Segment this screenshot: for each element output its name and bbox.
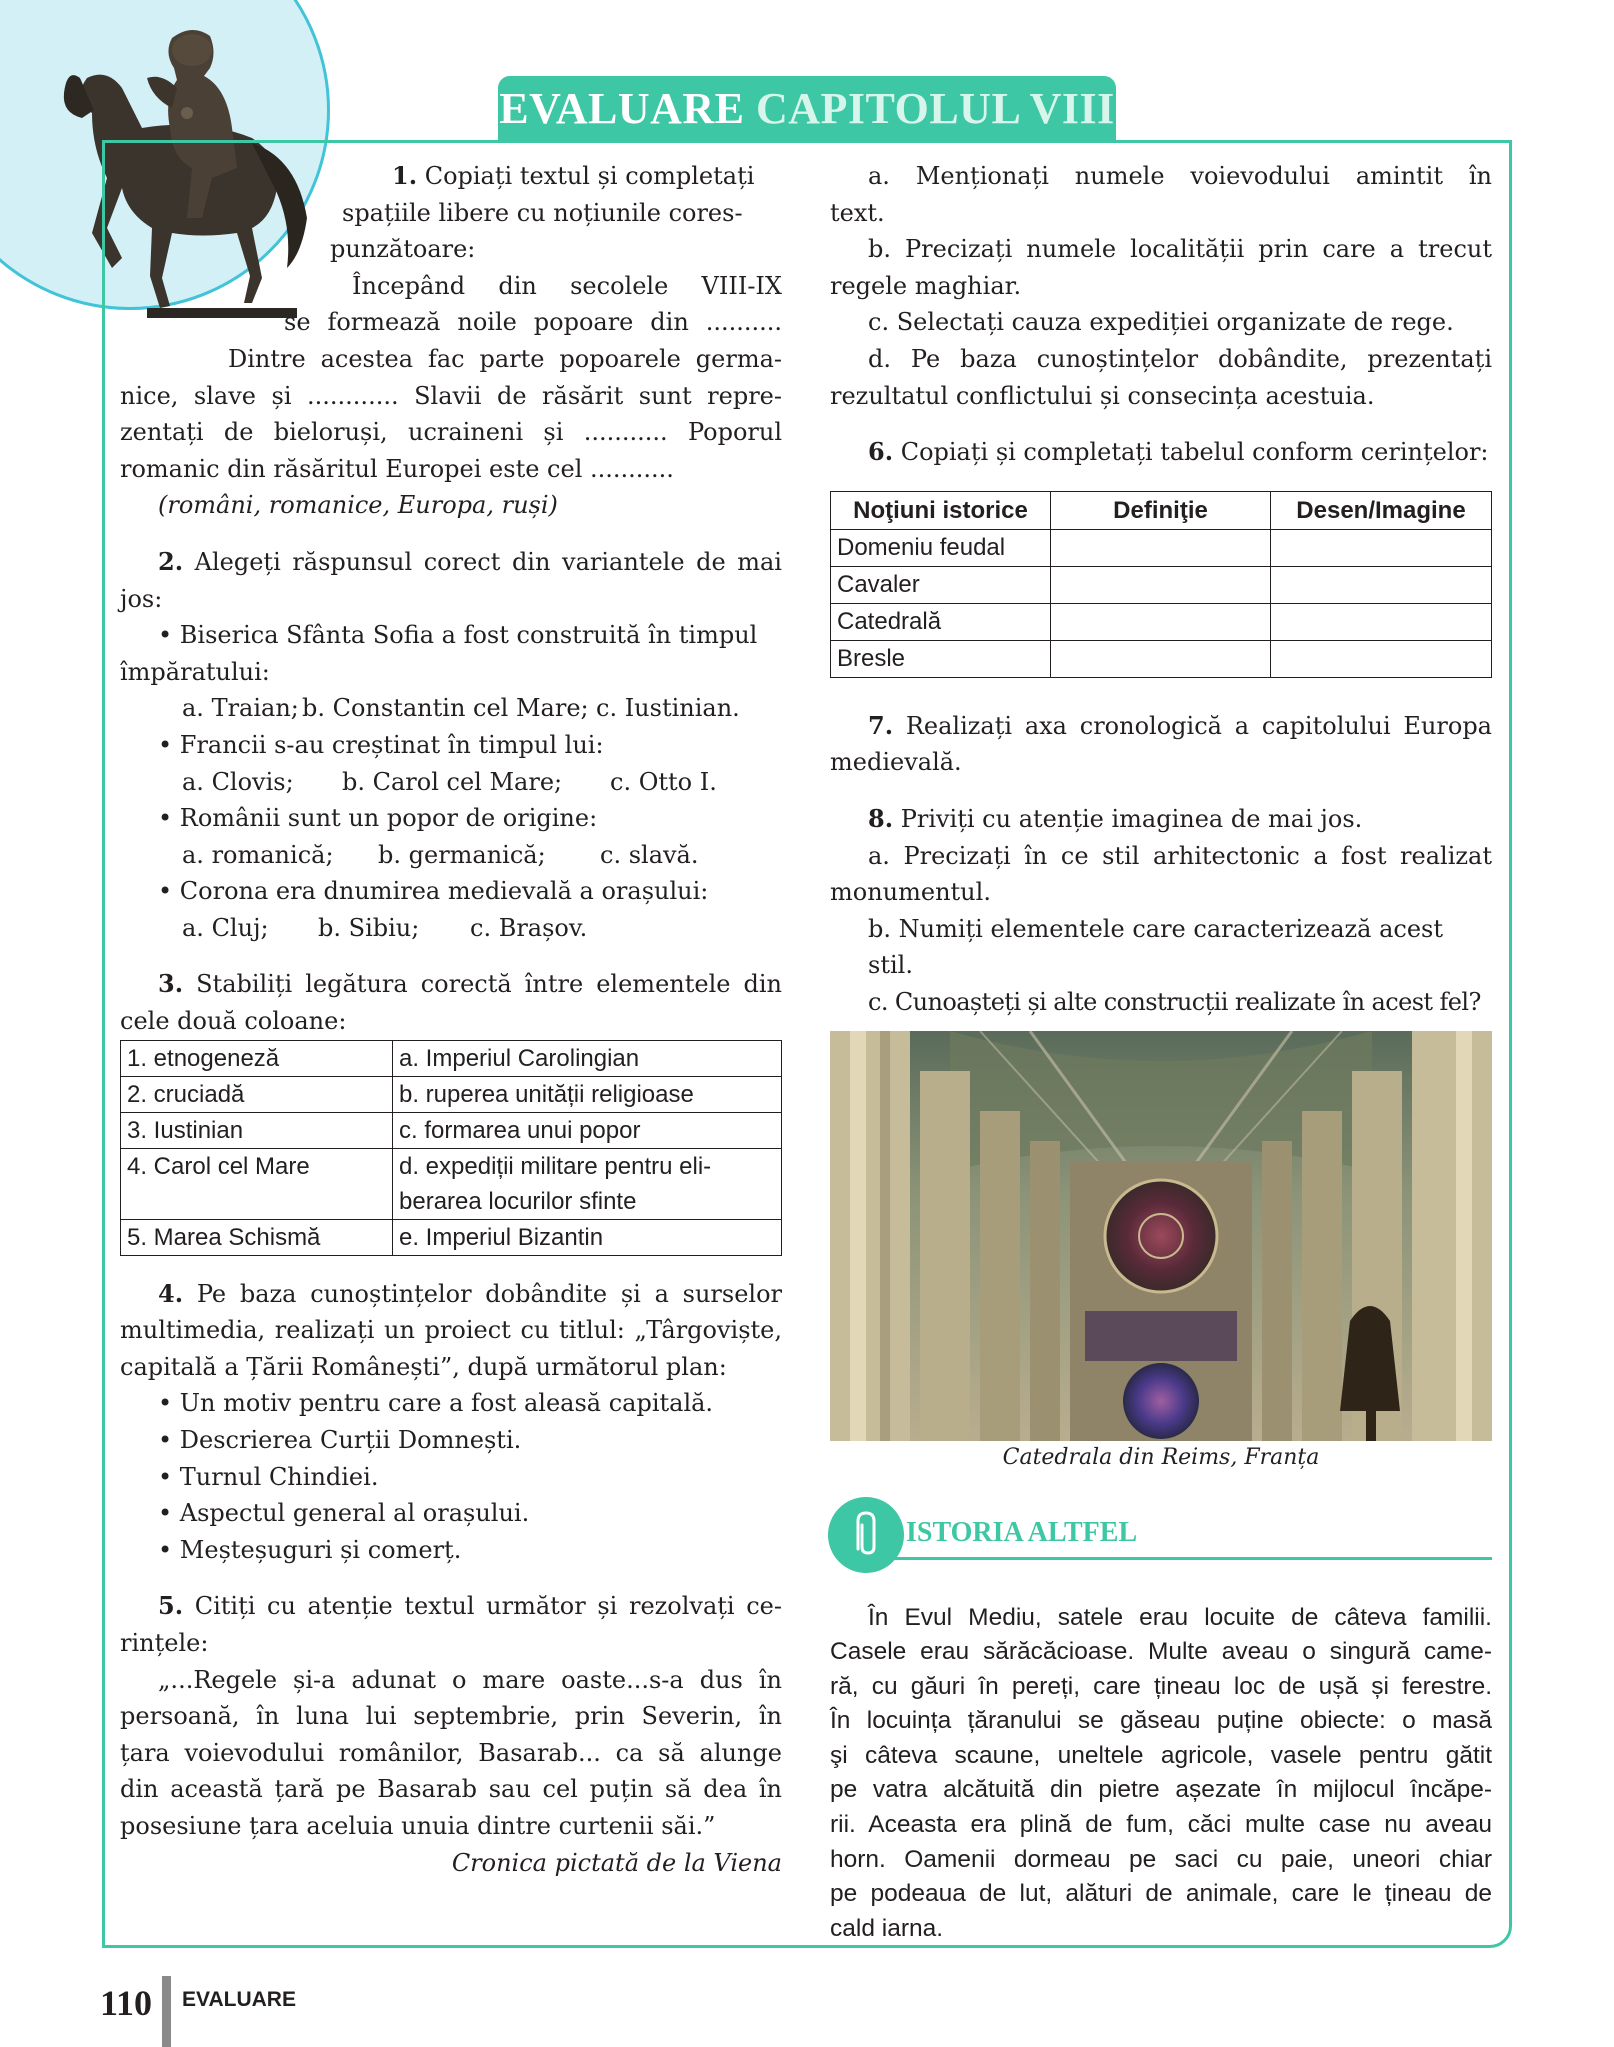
q8-text: Priviți cu atenție imaginea de mai jos.: [900, 804, 1363, 833]
q3-intro: cele două coloane:: [120, 1007, 347, 1036]
table-cell: 1. etnogeneză: [121, 1040, 393, 1076]
q5-quote-line: „...Regele și-a adunat o mare oaste...s-a dus în: [158, 1665, 782, 1694]
q4-bullet: • Descrierea Curții Domnești.: [158, 1426, 522, 1455]
divider: [888, 1557, 1492, 1560]
q5-quote-line: țara voievodului românilor, Basarab... ca să alunge: [120, 1738, 782, 1767]
left-column: [120, 158, 782, 1881]
q5-task: text.: [830, 198, 885, 227]
table-cell: Bresle: [831, 640, 1051, 677]
table-cell: Catedrală: [831, 603, 1051, 640]
q2-option: a. Cluj;: [182, 913, 269, 942]
q2-item-question: • Biserica Sfânta Sofia a fost construită în timpul: [158, 621, 758, 650]
q4-number: 4.: [158, 1278, 184, 1308]
table-row: [831, 529, 1492, 566]
question-4: [120, 1276, 782, 1569]
q2-item-question: împăratului:: [120, 657, 270, 686]
title-word-evaluare: EVALUARE: [499, 84, 745, 133]
q4-bullet: • Turnul Chindiei.: [158, 1462, 379, 1491]
table-header: Definiţie: [1051, 491, 1271, 529]
q2-option: c. Otto I.: [610, 767, 717, 796]
q2-item-options: [120, 764, 782, 801]
istoria-line: horn. Oamenii dormeau pe saci cu paie, uneori chiar: [830, 1845, 1492, 1873]
chapter-title: [498, 76, 1116, 142]
table-header: Desen/Imagine: [1271, 491, 1492, 529]
question-3: [120, 966, 782, 1255]
table-cell: [1271, 603, 1492, 640]
question-7: [830, 708, 1492, 781]
q2-option: a. Clovis;: [182, 767, 294, 796]
table-row: [831, 566, 1492, 603]
q4-bullet: • Un motiv pentru care a fost aleasă capitală.: [158, 1389, 714, 1418]
title-word-chapter: CAPITOLUL VIII: [756, 84, 1115, 133]
q2-item-question: • Corona era dnumirea medievală a orașului:: [158, 877, 709, 906]
q5-quote-line: din această țară pe Basarab sau cel puțin să dea în: [120, 1775, 782, 1804]
q2-item-options: [120, 837, 782, 874]
q2-item-question: • Românii sunt un popor de origine:: [158, 804, 598, 833]
paperclip-icon: [828, 1497, 904, 1573]
q5-text: rințele:: [120, 1629, 209, 1657]
q7-number: 7.: [868, 710, 894, 740]
table-cell: b. ruperea unității religioase: [393, 1076, 782, 1112]
q2-item-options: [120, 910, 782, 947]
table-row: [121, 1219, 782, 1255]
table-cell: 2. cruciadă: [121, 1076, 393, 1112]
right-column: [830, 158, 1492, 1946]
table-row: [831, 603, 1492, 640]
table-cell: Domeniu feudal: [831, 529, 1051, 566]
table-row: [121, 1148, 782, 1219]
q2-item-options: [120, 690, 782, 727]
table-cell: 5. Marea Schismă: [121, 1219, 393, 1255]
table-cell: 3. Iustinian: [121, 1112, 393, 1148]
q7-text: Realizați axa cronologică a capitolului Europa: [905, 711, 1492, 740]
q5-task: d. Pe baza cunoștințelor dobândite, prezentați: [868, 344, 1492, 373]
table-cell: [1051, 640, 1271, 677]
q8-task: a. Precizați în ce stil arhitectonic a fost realizat: [868, 841, 1492, 870]
istoria-altfel-title: ISTORIA ALTFEL: [906, 1516, 1138, 1548]
q5-task: b. Precizați numele localității prin care a trecut: [868, 235, 1492, 264]
question-1: [120, 158, 782, 524]
footer-label: EVALUARE: [182, 1988, 296, 2011]
q4-text: capitală a Țării Românești”, după următorul plan:: [120, 1352, 727, 1381]
istoria-line: În locuința țăranului se găseau puține obiecte: o masă: [830, 1707, 1492, 1735]
istoria-altfel-header: [830, 1493, 1492, 1571]
q2-option: a. Traian;: [182, 694, 299, 723]
q5-quote-line: posesiune țara aceluia unuia dintre curtenii săi.”: [120, 1811, 716, 1840]
q7-text: medievală.: [830, 748, 962, 777]
q5-task: c. Selectați cauza expediției organizate de rege.: [868, 308, 1454, 337]
q5-quote-line: persoană, în luna lui septembrie, prin Severin, în: [120, 1702, 782, 1731]
table-cell: [1271, 566, 1492, 603]
q5-tasks: [830, 158, 1492, 414]
q2-option: b. Constantin cel Mare;: [302, 694, 589, 723]
q5-number: 5.: [158, 1591, 184, 1621]
q1-line: se formează noile popoare din ..........: [284, 308, 782, 337]
q4-text: multimedia, realizați un proiect cu titlul: „Târgoviște,: [120, 1316, 782, 1345]
page-number: 110: [100, 1983, 153, 2023]
table-cell: [1271, 529, 1492, 566]
istoria-altfel-text: [830, 1601, 1492, 1947]
matching-table: [120, 1040, 782, 1256]
q5-task: a. Menționați numele voievodului amintit în: [868, 162, 1492, 190]
table-cell: 4. Carol cel Mare: [121, 1148, 393, 1219]
q1-options: (români, romanice, Europa, ruși): [158, 491, 558, 520]
q8-task: c. Cunoașteți și alte construcții realizate în acest fel?: [868, 987, 1481, 1016]
table-cell: d. expediții militare pentru eli-berarea locurilor sfinte: [393, 1148, 782, 1219]
q2-option: c. Iustinian.: [596, 694, 740, 723]
q5-source: Cronica pictată de la Viena: [451, 1848, 782, 1877]
q5-task: regele maghiar.: [830, 271, 1022, 300]
table-cell: [1051, 566, 1271, 603]
question-5: [120, 1588, 782, 1881]
photo-caption: Catedrala din Reims, Franța: [1002, 1444, 1320, 1470]
q3-intro: Stabiliți legătura corectă între elementele din: [196, 970, 782, 999]
table-header: Noţiuni istorice: [831, 491, 1051, 529]
q6-text: Copiați și completați tabelul conform cerințelor:: [900, 438, 1489, 467]
table-row: [121, 1076, 782, 1112]
q4-text: Pe baza cunoștințelor dobândite și a surselor: [196, 1279, 782, 1308]
footer-divider: [162, 1976, 171, 2047]
q8-task: monumentul.: [830, 878, 991, 907]
q1-number: 1.: [392, 161, 418, 190]
q1-line: romanic din răsăritul Europei este cel ...........: [120, 454, 674, 483]
table-cell: [1051, 529, 1271, 566]
q3-number: 3.: [158, 969, 184, 999]
question-2: [120, 544, 782, 947]
q2-intro: jos:: [120, 584, 163, 613]
istoria-line: rii. Aceasta era plină de fum, căci multe case nu aveau: [830, 1811, 1492, 1839]
table-cell: [1271, 640, 1492, 677]
q2-option: c. slavă.: [600, 840, 699, 869]
table-cell: Cavaler: [831, 566, 1051, 603]
q2-option: b. germanică;: [378, 840, 546, 869]
q2-intro: Alegeți răspunsul corect din variantele de mai: [194, 547, 782, 576]
q5-text: Citiți cu atenție textul următor și rezolvați ce-: [194, 1592, 782, 1621]
q1-line: spațiile libere cu noțiunile cores-: [342, 198, 743, 227]
table-cell: [1051, 603, 1271, 640]
table-cell: c. formarea unui popor: [393, 1112, 782, 1148]
q1-line: nice, slave și ............ Slavii de răsărit sunt repre-: [120, 381, 782, 410]
q1-line: Copiați textul și completați: [424, 162, 755, 190]
cathedral-photo: [830, 1031, 1492, 1441]
q5-task: rezultatul conflictului și consecința acestuia.: [830, 381, 1375, 410]
q2-option: b. Carol cel Mare;: [342, 767, 563, 796]
question-6: [830, 434, 1492, 678]
q8-task: b. Numiți elementele care caracterizează acest stil.: [868, 914, 1443, 980]
q4-bullet: • Meșteșuguri și comerț.: [158, 1535, 462, 1564]
istoria-line: Casele erau sărăcăcioase. Multe aveau o singură came-: [830, 1638, 1492, 1666]
table-cell: e. Imperiul Bizantin: [393, 1219, 782, 1255]
table-row: [121, 1112, 782, 1148]
istoria-line: cald iarna.: [830, 1914, 944, 1942]
q1-line: punzătoare:: [330, 235, 476, 264]
q6-number: 6.: [868, 437, 894, 467]
q2-option: a. romanică;: [182, 840, 334, 869]
istoria-line: şi câteva scaune, uneltele agricole, vasele pentru gătit: [830, 1741, 1492, 1769]
concepts-table: [830, 491, 1492, 678]
question-8: [830, 801, 1492, 1475]
istoria-line: pe vatra alcătuită din pietre așezate în mijlocul încăpe-: [830, 1776, 1492, 1804]
q2-option: b. Sibiu;: [318, 913, 420, 942]
q2-number: 2.: [158, 546, 184, 576]
q2-item-question: • Francii s-au creștinat în timpul lui:: [158, 730, 604, 759]
table-row: [831, 640, 1492, 677]
q2-option: c. Brașov.: [470, 913, 588, 942]
q1-line: Începând din secolele VIII-IX: [352, 271, 782, 300]
q4-bullet: • Aspectul general al orașului.: [158, 1499, 530, 1528]
q1-line: zentați de bieloruși, ucraineni și ........... Poporul: [120, 418, 782, 447]
q8-number: 8.: [868, 803, 894, 833]
table-row: [121, 1040, 782, 1076]
table-cell: a. Imperiul Carolingian: [393, 1040, 782, 1076]
istoria-line: ră, cu găuri în pereți, care țineau loc de ușă și ferestre.: [830, 1672, 1492, 1700]
q1-line: Dintre acestea fac parte popoarele germa-: [228, 344, 782, 373]
table-header-row: [831, 491, 1492, 529]
istoria-line: pe podeaua de lut, alături de animale, care le țineau de: [830, 1880, 1492, 1908]
istoria-line: În Evul Mediu, satele erau locuite de câteva familii.: [868, 1603, 1492, 1631]
